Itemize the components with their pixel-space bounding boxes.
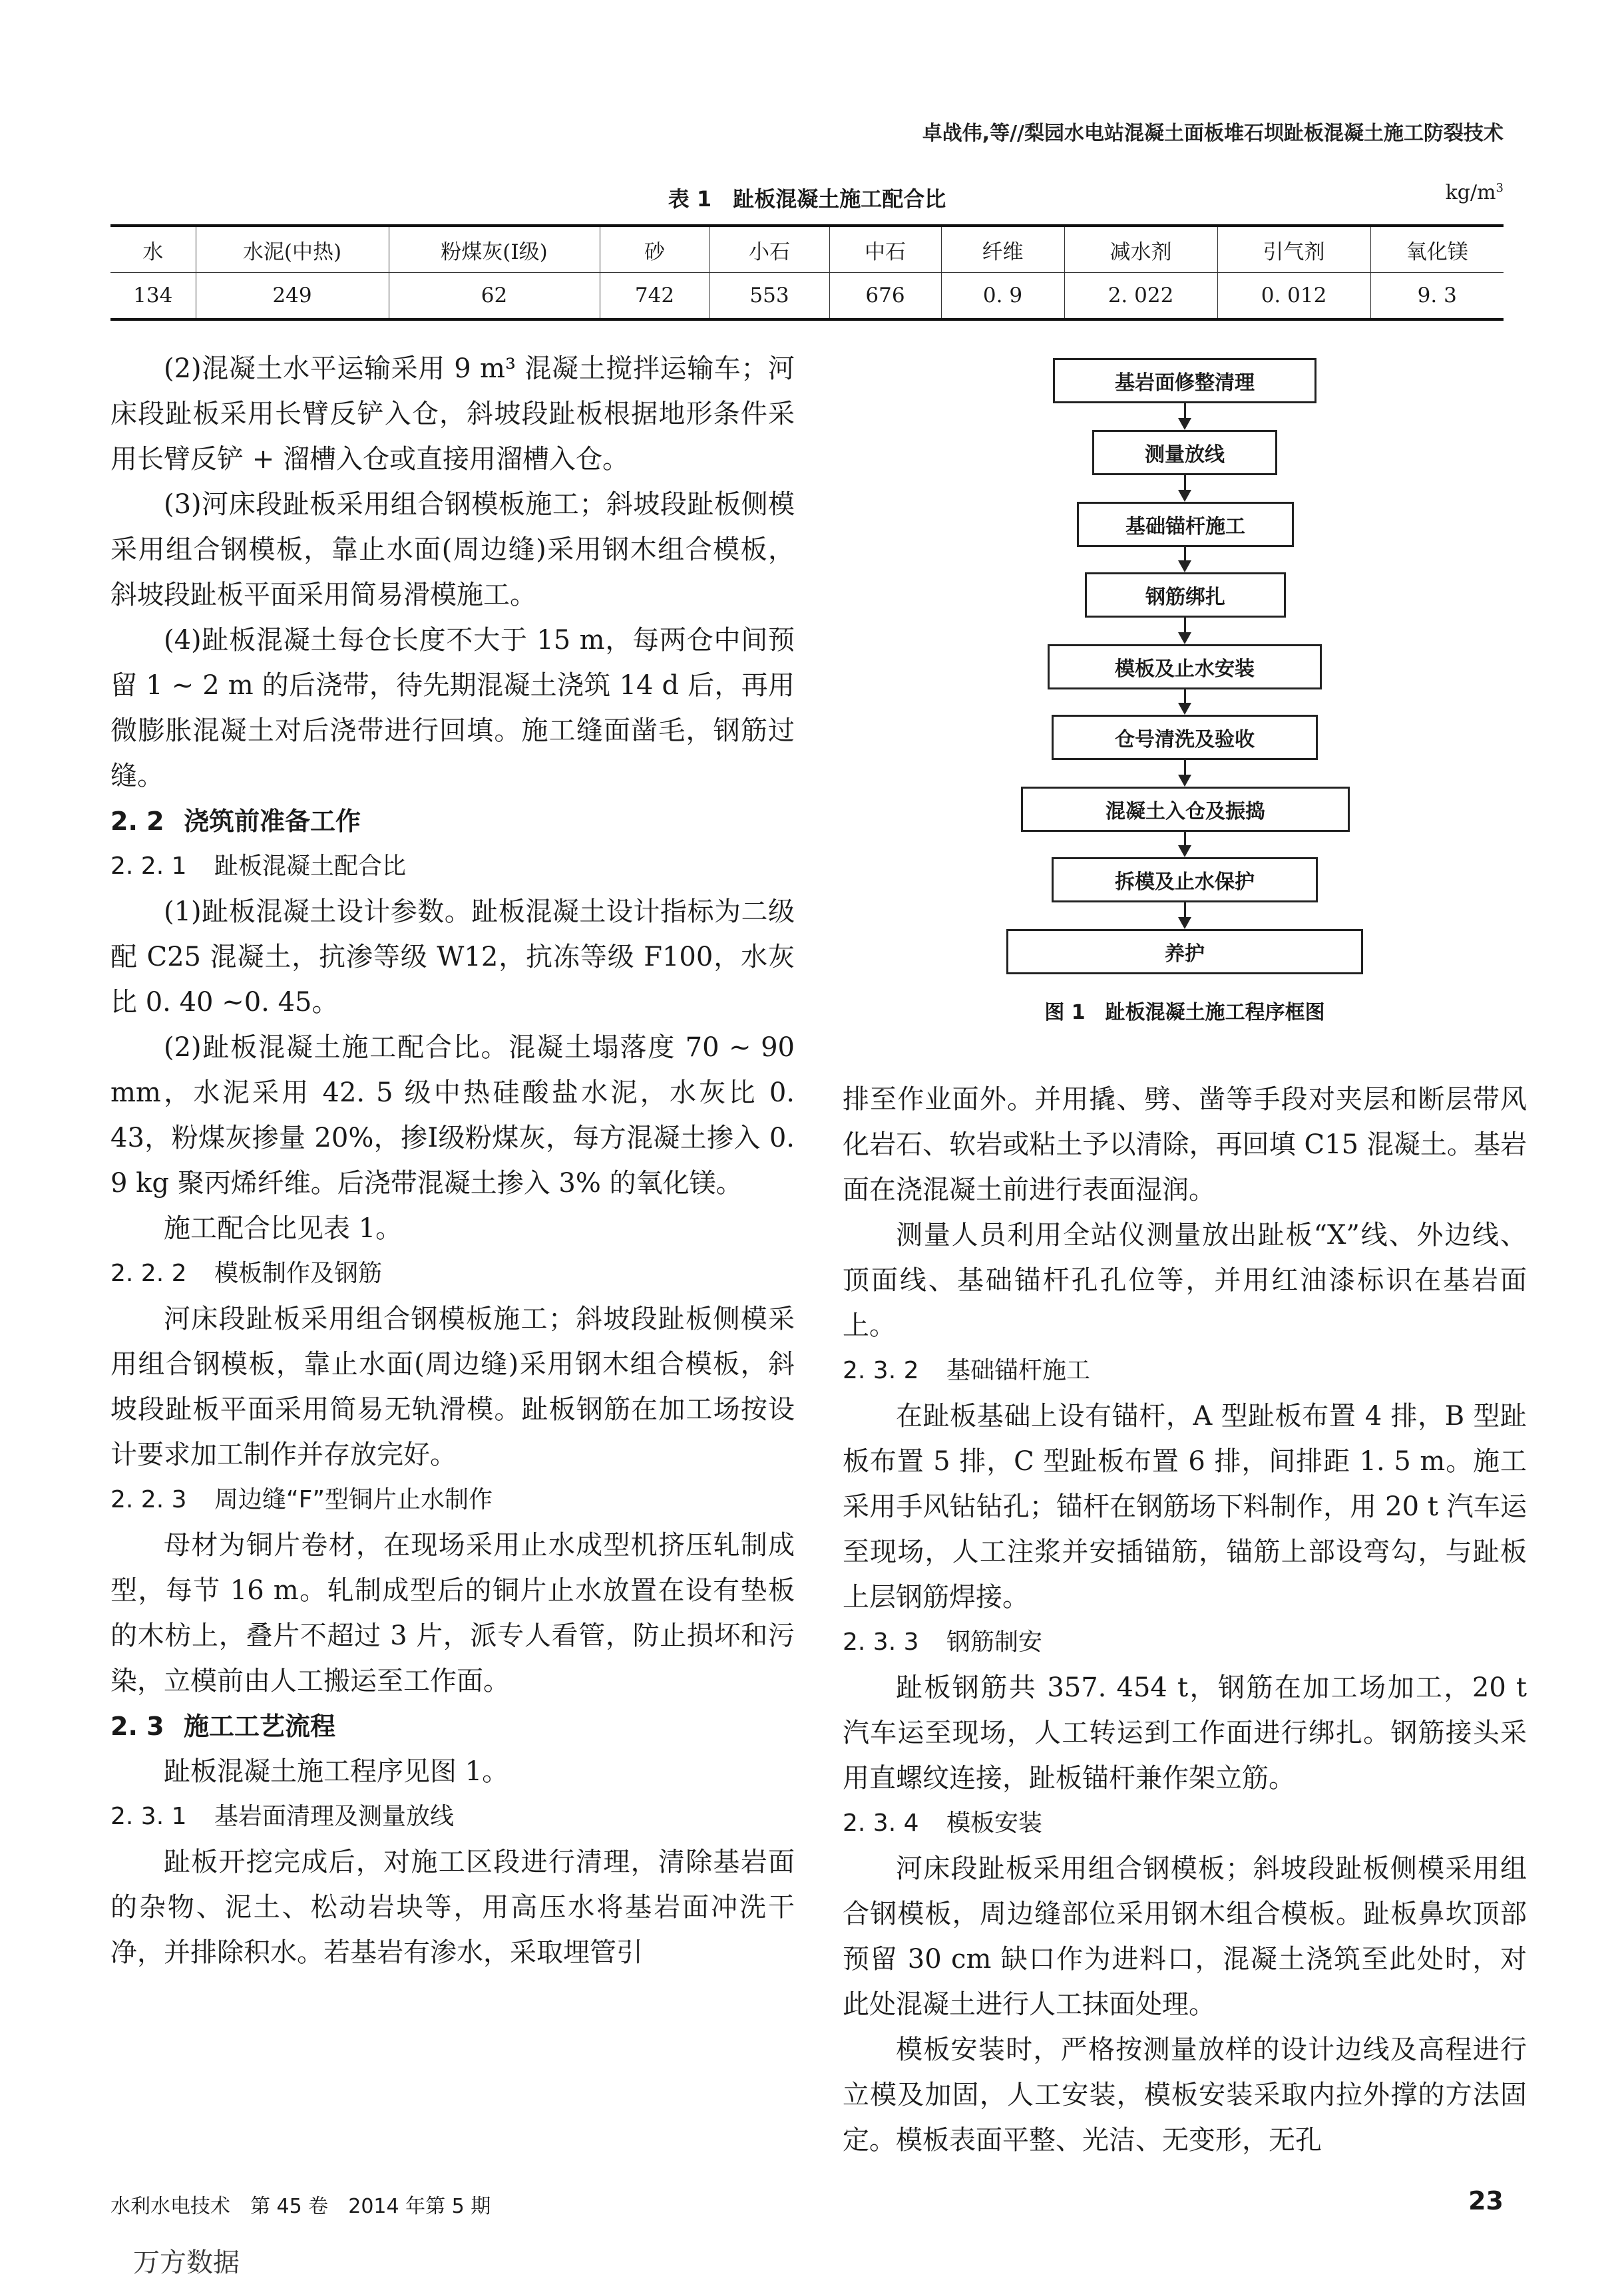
body-paragraph: (2)趾板混凝土施工配合比。混凝土塌落度 70 ~ 90 mm，水泥采用 42. 5 级中热硅酸盐水泥，水灰比 0. 43，粉煤灰掺量 20%，掺Ⅰ级粉煤灰，每方混凝土掺入 0. 9 kg 聚丙烯纤维。后浇带混凝土掺入 3% 的氧化镁。 — [110, 1032, 795, 1199]
section-number: 2. 2. 2 — [110, 1260, 187, 1287]
table-cell: 134 — [133, 284, 173, 307]
section-title: 模板制作及钢筋 — [214, 1260, 383, 1287]
table-row — [110, 273, 1504, 320]
body-paragraph: 趾板混凝土施工程序见图 1。 — [164, 1756, 509, 1787]
flowchart-step: 养护 — [1006, 929, 1363, 974]
flowchart-step: 模板及止水安装 — [1048, 644, 1322, 689]
body-paragraph: 排至作业面外。并用撬、劈、凿等手段对夹层和断层带风化岩石、软岩或粘土予以清除，再回填 C15 混凝土。基岩面在浇混凝土前进行表面湿润。 — [843, 1084, 1527, 1205]
flowchart-step: 基础锚杆施工 — [1077, 502, 1294, 547]
table-cell: 0. 9 — [941, 273, 1064, 320]
section-number: 2. 2. 1 — [110, 853, 187, 880]
flowchart-step: 拆模及止水保护 — [1052, 857, 1318, 902]
table-unit-text: kg/m — [1445, 181, 1496, 204]
section-number: 2. 3 — [110, 1712, 164, 1741]
flowchart-step: 测量放线 — [1092, 430, 1277, 475]
section-heading-2-2-1 — [110, 844, 795, 889]
section-number: 2. 2 — [110, 807, 164, 836]
table-header-cell: 减水剂 — [1064, 226, 1217, 273]
table-caption: 表 1 趾板混凝土施工配合比 — [668, 186, 946, 212]
table-header-cell: 粉煤灰(Ⅰ级) — [389, 226, 600, 273]
table-cell: 2. 022 — [1064, 273, 1217, 320]
section-number: 2. 3. 2 — [843, 1357, 919, 1384]
section-title: 周边缝“F”型铜片止水制作 — [214, 1486, 493, 1513]
section-number: 2. 3. 3 — [843, 1628, 919, 1656]
left-column — [110, 346, 795, 1975]
section-title: 钢筋制安 — [946, 1628, 1043, 1656]
body-paragraph: 趾板钢筋共 357. 454 t，钢筋在加工场加工，20 t 汽车运至现场，人工转运到工作面进行绑扎。钢筋接头采用直螺纹连接，趾板锚杆兼作架立筋。 — [843, 1672, 1527, 1794]
table-header-cell: 水 — [142, 240, 164, 264]
section-heading-2-3-2 — [843, 1348, 1527, 1394]
section-title: 模板安装 — [946, 1810, 1043, 1837]
table-header-cell: 纤维 — [941, 226, 1064, 273]
section-heading-2-2 — [110, 799, 795, 844]
table-header-row — [110, 226, 1504, 273]
section-heading-2-2-2 — [110, 1251, 795, 1296]
body-paragraph: 母材为铜片卷材，在现场采用止水成型机挤压轧制成型，每节 16 m。轧制成型后的铜片止水放置在设有垫板的木枋上，叠片不超过 3 片，派专人看管，防止损坏和污染，立模前由人工搬运至工作面。 — [110, 1530, 795, 1696]
body-paragraph: 河床段趾板采用组合钢模板；斜坡段趾板侧模采用组合钢模板，周边缝部位采用钢木组合模板。趾板鼻坎顶部预留 30 cm 缺口作为进料口，混凝土浇筑至此处时，对此处混凝土进行人工抹面处理。 — [843, 1853, 1527, 2020]
body-paragraph: 在趾板基础上设有锚杆，A 型趾板布置 4 排，B 型趾板布置 5 排，C 型趾板布置 6 排，间排距 1. 5 m。施工采用手风钻钻孔；锚杆在钢筋场下料制作，用 20 t 汽车运至现场，人工注浆并安插锚筋，锚筋上部设弯勾，与趾板上层钢筋焊接。 — [843, 1401, 1527, 1613]
body-paragraph: 测量人员利用全站仪测量放出趾板“X”线、外边线、顶面线、基础锚杆孔孔位等，并用红油漆标识在基岩面上。 — [843, 1220, 1527, 1341]
table-cell: 676 — [829, 273, 941, 320]
table-cell: 9. 3 — [1370, 273, 1504, 320]
section-heading-2-3-3 — [843, 1620, 1527, 1665]
table-cell: 742 — [600, 273, 709, 320]
table-cell: 553 — [709, 273, 829, 320]
body-paragraph: (3)河床段趾板采用组合钢模板施工；斜坡段趾板侧模采用组合钢模板，靠止水面(周边缝)采用钢木组合模板，斜坡段趾板平面采用简易滑模施工。 — [110, 489, 795, 610]
section-number: 2. 3. 1 — [110, 1803, 187, 1830]
body-paragraph: (2)混凝土水平运输采用 9 m³ 混凝土搅拌运输车；河床段趾板采用长臂反铲入仓，斜坡段趾板根据地形条件采用长臂反铲 + 溜槽入仓或直接用溜槽入仓。 — [110, 353, 795, 475]
table-header-cell: 小石 — [709, 226, 829, 273]
table-header-cell: 氧化镁 — [1370, 226, 1504, 273]
section-heading-2-3-4 — [843, 1801, 1527, 1846]
section-title: 施工工艺流程 — [184, 1712, 336, 1741]
table-cell: 62 — [389, 273, 600, 320]
body-paragraph: 施工配合比见表 1。 — [164, 1213, 403, 1244]
table-unit-sup: 3 — [1496, 181, 1504, 195]
table-header-cell: 水泥(中热) — [196, 226, 389, 273]
flowchart-step: 混凝土入仓及振捣 — [1021, 787, 1350, 832]
mix-proportion-table — [110, 224, 1504, 321]
section-heading-2-2-3 — [110, 1477, 795, 1523]
section-heading-2-3 — [110, 1704, 795, 1749]
flowchart-step: 仓号清洗及验收 — [1052, 715, 1318, 760]
section-title: 浇筑前准备工作 — [184, 807, 361, 836]
table-header-cell: 引气剂 — [1217, 226, 1370, 273]
journal-footer: 水利水电技术 第 45 卷 2014 年第 5 期 — [110, 2195, 491, 2218]
section-title: 趾板混凝土配合比 — [214, 853, 407, 880]
figure-caption: 图 1 趾板混凝土施工程序框图 — [1044, 1001, 1325, 1024]
flowchart-step: 钢筋绑扎 — [1085, 572, 1286, 618]
page-number: 23 — [1468, 2186, 1504, 2215]
running-head: 卓战伟,等//梨园水电站混凝土面板堆石坝趾板混凝土施工防裂技术 — [922, 122, 1504, 145]
body-paragraph: 河床段趾板采用组合钢模板施工；斜坡段趾板侧模采用组合钢模板，靠止水面(周边缝)采用钢木组合模板，斜坡段趾板平面采用简易无轨滑模。趾板钢筋在加工场按设计要求加工制作并存放完好。 — [110, 1304, 795, 1470]
watermark: 万方数据 — [133, 2247, 240, 2278]
section-title: 基础锚杆施工 — [946, 1357, 1091, 1384]
section-number: 2. 2. 3 — [110, 1486, 187, 1513]
table-cell: 0. 012 — [1217, 273, 1370, 320]
section-heading-2-3-1 — [110, 1794, 795, 1839]
table-unit — [1446, 181, 1504, 204]
body-paragraph: (1)趾板混凝土设计参数。趾板混凝土设计指标为二级配 C25 混凝土，抗渗等级 W12，抗冻等级 F100，水灰比 0. 40 ~0. 45。 — [110, 896, 795, 1018]
body-paragraph: 趾板开挖完成后，对施工区段进行清理，清除基岩面的杂物、泥土、松动岩块等，用高压水将基岩面冲洗干净，并排除积水。若基岩有渗水，采取埋管引 — [110, 1847, 795, 1968]
right-column — [843, 1077, 1527, 2163]
flowchart-step: 基岩面修整清理 — [1053, 358, 1316, 403]
table-header-cell: 砂 — [600, 226, 709, 273]
section-title: 基岩面清理及测量放线 — [214, 1803, 455, 1830]
table-cell: 249 — [196, 273, 389, 320]
body-paragraph: (4)趾板混凝土每仓长度不大于 15 m，每两仓中间预留 1 ~ 2 m 的后浇带，待先期混凝土浇筑 14 d 后，再用微膨胀混凝土对后浇带进行回填。施工缝面凿毛，钢筋过缝。 — [110, 625, 795, 791]
section-number: 2. 3. 4 — [843, 1810, 919, 1837]
table-header-cell: 中石 — [829, 226, 941, 273]
body-paragraph: 模板安装时，严格按测量放样的设计边线及高程进行立模及加固，人工安装，模板安装采取内拉外撑的方法固定。模板表面平整、光洁、无变形，无孔 — [843, 2034, 1527, 2156]
